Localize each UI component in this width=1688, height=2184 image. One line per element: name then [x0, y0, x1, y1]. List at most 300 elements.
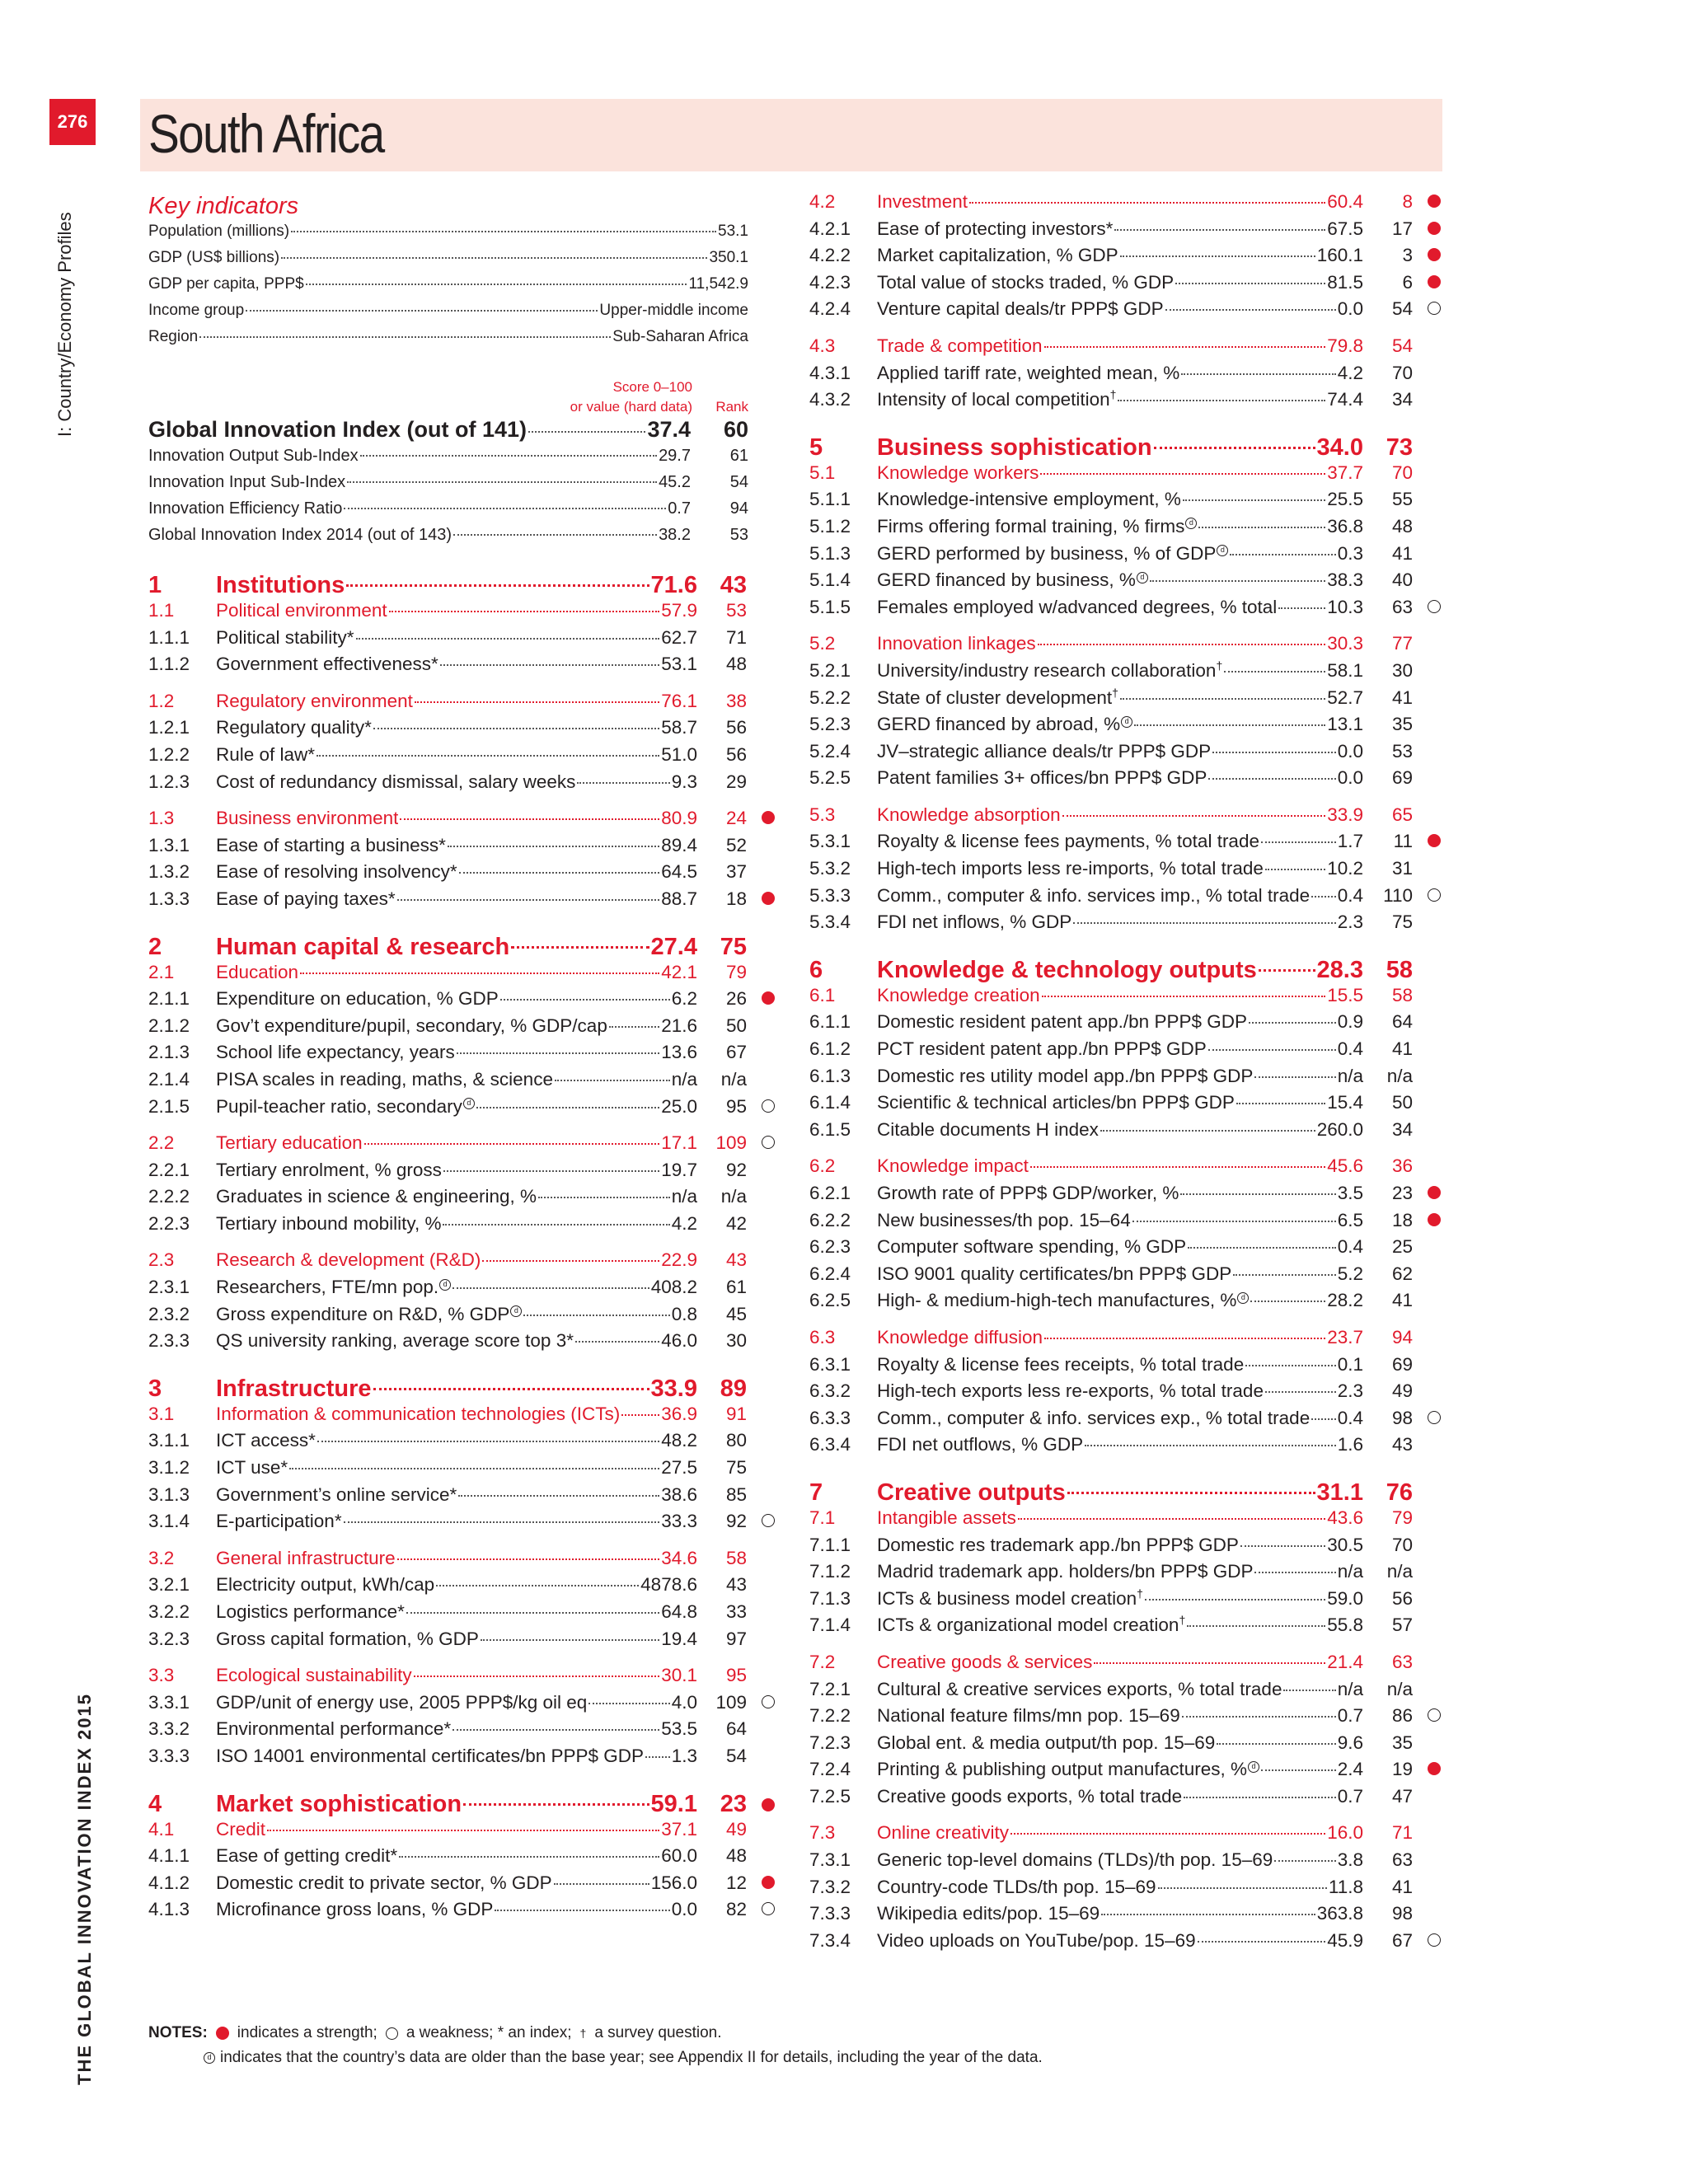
indicator-row	[809, 1930, 1441, 1957]
strength-dot-icon	[1428, 275, 1441, 288]
indicator-score: 59.1	[650, 1790, 697, 1817]
indicator-rank: 92	[725, 1511, 747, 1532]
indicator-label: Microfinance gross loans, % GDP	[216, 1899, 494, 1920]
indicator-row	[809, 741, 1441, 768]
gii-sub-label: Innovation Efficiency Ratio	[148, 499, 343, 518]
indicator-label: Intensity of local competition†	[877, 389, 1117, 410]
indicator-label: Comm., computer & info. services imp., % total trade	[877, 884, 1311, 906]
weakness-ring-icon	[1428, 1411, 1441, 1424]
indicator-code: 4.2	[809, 191, 836, 212]
subpillar-row	[809, 1822, 1441, 1849]
indicator-code: 3.1.4	[148, 1511, 190, 1532]
key-indicator-label: GDP per capita, PPP$	[148, 275, 304, 293]
indicator-score: 88.7	[661, 888, 697, 909]
weakness-ring-icon	[386, 2027, 398, 2040]
indicator-rank: 37	[725, 861, 747, 883]
indicator-row	[809, 1380, 1441, 1408]
indicator-code: 5.1.2	[809, 515, 851, 537]
indicator-score: 30.5	[1327, 1534, 1363, 1555]
indicator-row	[809, 885, 1441, 912]
indicator-score: 5.2	[1337, 1263, 1363, 1284]
indicator-label: Patent families 3+ offices/bn PPP$ GDP	[877, 767, 1207, 789]
weakness-ring-icon	[762, 1902, 775, 1915]
indicator-label: Creative outputs	[877, 1479, 1066, 1506]
indicator-code: 4.2.3	[809, 271, 851, 293]
strength-dot-icon	[216, 2027, 229, 2040]
weakness-ring-icon	[1428, 1933, 1441, 1947]
indicator-rank: 57	[1391, 1615, 1413, 1636]
indicator-score: 27.5	[661, 1457, 697, 1479]
indicator-score: 36.8	[1327, 515, 1363, 537]
indicator-row	[809, 1561, 1441, 1588]
indicator-label: Electricity output, kWh/cap	[216, 1574, 435, 1596]
indicator-code: 5.3.2	[809, 858, 851, 879]
subpillar-row	[148, 962, 775, 989]
indicator-score: 22.9	[661, 1249, 697, 1271]
indicator-row	[809, 1236, 1441, 1263]
dagger-icon: †	[1109, 389, 1117, 401]
key-indicator-value: 350.1	[709, 249, 748, 266]
indicator-code: 7.1.1	[809, 1534, 851, 1555]
indicator-label: Political stability*	[216, 626, 354, 648]
indicator-code: 5.1	[809, 462, 836, 483]
indicator-row	[809, 1588, 1441, 1615]
indicator-rank: 75	[725, 1457, 747, 1479]
indicator-code: 4.2.4	[809, 298, 851, 320]
older-data-icon: d	[463, 1098, 475, 1109]
indicator-code: 7.3	[809, 1822, 836, 1844]
indicator-score: 21.6	[661, 1015, 697, 1036]
indicator-label: High-tech exports less re-exports, % total trade	[877, 1380, 1264, 1402]
older-data-icon: d	[1185, 518, 1197, 529]
indicator-code: 6.2.3	[809, 1236, 851, 1258]
indicator-label: High-tech imports less re-imports, % total trade	[877, 858, 1264, 879]
older-data-icon: d	[1137, 572, 1148, 583]
indicator-rank: 48	[1391, 515, 1413, 537]
indicator-rank: 24	[725, 808, 747, 829]
indicator-row	[148, 1430, 775, 1457]
indicator-row	[148, 1872, 775, 1900]
indicator-row	[809, 1011, 1441, 1038]
indicator-label: Researchers, FTE/mn pop. d	[216, 1277, 451, 1298]
indicator-code: 5.2.4	[809, 740, 851, 762]
older-data-icon: d	[510, 1305, 522, 1317]
indicator-label: ICTs & business model creation†	[877, 1587, 1143, 1609]
indicator-score: 13.6	[661, 1042, 697, 1063]
subpillar-row	[809, 804, 1441, 832]
indicator-row	[809, 569, 1441, 597]
indicator-score: 156.0	[650, 1872, 697, 1893]
indicator-score: 9.3	[671, 771, 697, 792]
indicator-code: 4.1.3	[148, 1899, 190, 1920]
indicator-row	[809, 912, 1441, 939]
gii-sub-rank: 61	[729, 447, 748, 465]
indicator-code: 2.1.5	[148, 1095, 190, 1117]
indicator-score: 4.2	[671, 1212, 697, 1234]
score-header: Score 0–100 or value (hard data)	[570, 379, 692, 415]
indicator-rank: 69	[1391, 767, 1413, 789]
subpillar-row	[809, 1507, 1441, 1535]
page-number: 276	[49, 99, 96, 145]
indicator-label: Gross expenditure on R&D, % GDP d	[216, 1304, 522, 1325]
subpillar-row	[809, 1652, 1441, 1679]
indicator-label: State of cluster development†	[877, 687, 1118, 708]
indicator-score: 38.6	[661, 1483, 697, 1505]
indicator-score: 0.1	[1337, 1353, 1363, 1375]
indicator-code: 5	[809, 434, 823, 461]
indicator-label: PCT resident patent app./bn PPP$ GDP	[877, 1038, 1207, 1060]
indicator-row	[809, 1759, 1441, 1786]
indicator-code: 3	[148, 1375, 162, 1402]
indicator-row	[809, 1732, 1441, 1760]
indicator-score: 25.0	[661, 1095, 697, 1117]
indicator-rank: 67	[725, 1042, 747, 1063]
subpillar-row	[148, 600, 775, 627]
weakness-ring-icon	[1428, 1708, 1441, 1722]
indicator-rank: 41	[1391, 1876, 1413, 1897]
indicator-label: Gov’t expenditure/pupil, secondary, % GDP/cap	[216, 1015, 607, 1036]
indicator-rank: 62	[1391, 1263, 1413, 1284]
key-indicator-row	[148, 275, 748, 300]
indicator-score: 45.9	[1327, 1929, 1363, 1951]
subpillar-row	[809, 335, 1441, 363]
indicator-row	[148, 1042, 775, 1069]
indicator-rank: 53	[1391, 740, 1413, 762]
indicator-row	[148, 1330, 775, 1357]
indicator-row	[809, 218, 1441, 246]
indicator-code: 7.1.3	[809, 1587, 851, 1609]
strength-dot-icon	[762, 991, 775, 1005]
indicator-score: 33.9	[650, 1375, 697, 1402]
gii-sub-score: 29.7	[659, 447, 691, 465]
indicator-rank: 48	[725, 654, 747, 675]
indicator-rank: 30	[1391, 659, 1413, 681]
subpillar-row	[148, 691, 775, 718]
indicator-code: 7.2.2	[809, 1705, 851, 1727]
indicator-label: Ease of getting credit*	[216, 1845, 398, 1867]
indicator-code: 6.3.2	[809, 1380, 851, 1402]
indicator-rank: 76	[1386, 1479, 1413, 1506]
indicator-code: 6.3	[809, 1326, 836, 1347]
indicator-code: 5.3.3	[809, 884, 851, 906]
indicator-row	[809, 767, 1441, 794]
indicator-label: Global ent. & media output/th pop. 15–69	[877, 1732, 1216, 1753]
indicator-label: Knowledge workers	[877, 462, 1039, 483]
indicator-rank: 6	[1402, 271, 1413, 293]
gii-sub-label: Global Innovation Index 2014 (out of 143)	[148, 526, 452, 544]
indicator-code: 6.2.5	[809, 1290, 851, 1311]
indicator-label: JV–strategic alliance deals/tr PPP$ GDP	[877, 740, 1212, 762]
gii-main-score: 37.4	[647, 417, 691, 442]
indicator-rank: n/a	[720, 1186, 747, 1207]
indicator-code: 2.2.3	[148, 1212, 190, 1234]
indicator-label: Cost of redundancy dismissal, salary weeks	[216, 771, 576, 792]
indicator-score: 64.8	[661, 1601, 697, 1622]
indicator-row	[809, 1615, 1441, 1642]
indicator-code: 2.1.1	[148, 988, 190, 1010]
older-data-icon: d	[1237, 1292, 1249, 1304]
indicator-label: Trade & competition	[877, 335, 1043, 356]
indicator-rank: 67	[1391, 1929, 1413, 1951]
indicator-rank: 54	[725, 1745, 747, 1766]
indicator-rank: 23	[1391, 1183, 1413, 1203]
indicator-row	[148, 1096, 775, 1123]
weakness-ring-icon	[762, 1695, 775, 1708]
indicator-score: 30.3	[1327, 633, 1363, 654]
indicator-label: Growth rate of PPP$ GDP/worker, %	[877, 1183, 1179, 1203]
indicator-score: 53.1	[661, 654, 697, 675]
indicator-score: 31.1	[1316, 1479, 1363, 1506]
indicator-code: 4.2.1	[809, 218, 851, 239]
indicator-rank: 79	[1391, 1507, 1413, 1528]
indicator-rank: 12	[725, 1872, 747, 1893]
indicator-row	[148, 1746, 775, 1773]
pillar-row	[148, 572, 775, 600]
indicator-score: 48.2	[661, 1430, 697, 1451]
indicator-score: 1.3	[671, 1745, 697, 1766]
indicator-label: Infrastructure	[216, 1375, 372, 1402]
subpillar-row	[148, 1548, 775, 1575]
strength-dot-icon	[762, 1876, 775, 1889]
indicator-score: 2.4	[1337, 1759, 1363, 1780]
indicator-row	[148, 1213, 775, 1240]
indicator-row	[148, 1629, 775, 1656]
indicator-label: Cultural & creative services exports, % total trade	[877, 1678, 1282, 1699]
indicator-score: 81.5	[1327, 271, 1363, 293]
strength-dot-icon	[762, 892, 775, 905]
indicator-score: 4.2	[1337, 362, 1363, 383]
indicator-score: 2.3	[1337, 1380, 1363, 1402]
indicator-row	[809, 1290, 1441, 1317]
indicator-row	[809, 1354, 1441, 1381]
indicator-label: Firms offering formal training, % firms d	[877, 516, 1197, 537]
indicator-code: 7.1	[809, 1507, 836, 1528]
strength-dot-icon	[1428, 834, 1441, 847]
indicator-rank: 82	[725, 1899, 747, 1920]
title-banner	[140, 99, 1442, 171]
indicator-score: n/a	[1337, 1678, 1363, 1699]
indicator-label: Domestic credit to private sector, % GDP	[216, 1872, 552, 1893]
strength-dot-icon	[1428, 222, 1441, 235]
key-indicator-label: GDP (US$ billions)	[148, 249, 280, 266]
indicator-label: Generic top-level domains (TLDs)/th pop. 15–69	[877, 1849, 1273, 1871]
indicator-rank: 43	[1391, 1434, 1413, 1455]
indicator-row	[809, 1066, 1441, 1093]
indicator-row	[148, 1277, 775, 1304]
indicator-score: 0.8	[671, 1303, 697, 1324]
indicator-label: Domestic resident patent app./bn PPP$ GDP	[877, 1011, 1247, 1033]
indicator-score: 15.5	[1327, 984, 1363, 1005]
indicator-rank: 56	[725, 717, 747, 738]
indicator-code: 2.1.2	[148, 1015, 190, 1036]
indicator-label: Knowledge diffusion	[877, 1326, 1043, 1347]
indicator-label: Tertiary enrolment, % gross	[216, 1159, 442, 1180]
indicator-label: Investment	[877, 191, 968, 212]
indicator-score: 62.7	[661, 626, 697, 648]
key-indicator-label: Income group	[148, 302, 245, 319]
indicator-score: 43.6	[1327, 1507, 1363, 1528]
key-indicator-label: Region	[148, 328, 199, 345]
indicator-row	[809, 489, 1441, 516]
indicator-row	[148, 654, 775, 681]
indicator-label: PISA scales in reading, maths, & science	[216, 1068, 553, 1090]
gii-sub-row	[148, 447, 748, 466]
side-label-publication: THE GLOBAL INNOVATION INDEX 2015	[74, 1693, 95, 2085]
indicator-code: 7.2	[809, 1651, 836, 1672]
older-data-icon: d	[439, 1279, 451, 1291]
indicator-label: Scientific & technical articles/bn PPP$ GDP	[877, 1092, 1235, 1113]
indicator-code: 1.3	[148, 808, 175, 829]
indicator-score: 19.7	[661, 1159, 697, 1180]
indicator-code: 6.1.5	[809, 1118, 851, 1140]
indicator-label: GERD financed by business, % d	[877, 569, 1148, 591]
indicator-label: New businesses/th pop. 15–64	[877, 1209, 1131, 1230]
indicator-code: 6.2.1	[809, 1183, 851, 1203]
indicator-score: 58.1	[1327, 659, 1363, 681]
indicator-label: Expenditure on education, % GDP	[216, 988, 499, 1010]
subpillar-row	[148, 808, 775, 835]
indicator-label: Knowledge-intensive employment, %	[877, 489, 1181, 510]
indicator-code: 1.3.2	[148, 861, 190, 883]
indicator-row	[148, 888, 775, 916]
indicator-code: 1.2.1	[148, 717, 190, 738]
indicator-score: n/a	[671, 1068, 697, 1090]
subpillar-row	[809, 633, 1441, 660]
indicator-code: 3.3	[148, 1665, 175, 1686]
dagger-icon: †	[1216, 659, 1223, 673]
indicator-row	[809, 363, 1441, 390]
pillar-row	[809, 1479, 1441, 1507]
indicator-code: 4.2.2	[809, 245, 851, 266]
indicator-label: Citable documents H index	[877, 1118, 1099, 1140]
indicator-row	[148, 835, 775, 862]
strength-dot-icon	[1428, 1213, 1441, 1226]
key-indicator-value: Upper-middle income	[599, 302, 748, 319]
pillar-row	[148, 934, 775, 962]
indicator-label: Regulatory quality*	[216, 717, 372, 738]
indicator-score: 1.6	[1337, 1434, 1363, 1455]
notes-heading: NOTES:	[148, 2024, 208, 2041]
indicator-score: 0.4	[1337, 1038, 1363, 1060]
indicator-label: Market capitalization, % GDP	[877, 245, 1118, 266]
weakness-ring-icon	[762, 1136, 775, 1149]
indicator-rank: 3	[1402, 245, 1413, 266]
indicator-row	[148, 744, 775, 771]
pillar-row	[809, 434, 1441, 462]
indicator-label: Ease of protecting investors*	[877, 218, 1114, 239]
indicator-rank: 23	[720, 1790, 747, 1817]
indicator-score: 51.0	[661, 743, 697, 765]
indicator-code: 5.1.3	[809, 542, 851, 564]
indicator-rank: 8	[1402, 191, 1413, 212]
left-indicator-table	[148, 572, 775, 1926]
indicator-score: 19.4	[661, 1628, 697, 1649]
indicator-row	[809, 1705, 1441, 1732]
strength-dot-icon	[1428, 1186, 1441, 1199]
indicator-code: 6.1	[809, 984, 836, 1005]
indicator-rank: 41	[1391, 1038, 1413, 1060]
indicator-rank: 58	[1391, 984, 1413, 1005]
dagger-icon: †	[1179, 1615, 1186, 1627]
indicator-score: 1.7	[1337, 831, 1363, 852]
indicator-rank: 43	[725, 1574, 747, 1596]
indicator-row	[809, 1849, 1441, 1877]
gii-sub-row	[148, 526, 748, 545]
indicator-label: ICT access*	[216, 1430, 316, 1451]
indicator-code: 6.1.4	[809, 1092, 851, 1113]
gii-sub-label: Innovation Input Sub-Index	[148, 473, 346, 491]
gii-main-label: Global Innovation Index (out of 141)	[148, 417, 528, 442]
indicator-rank: 98	[1391, 1407, 1413, 1428]
indicator-label: Computer software spending, % GDP	[877, 1236, 1187, 1258]
indicator-score: 3.5	[1337, 1183, 1363, 1203]
indicator-rank: 41	[1391, 687, 1413, 708]
indicator-row	[148, 1015, 775, 1043]
indicator-score: 55.8	[1327, 1615, 1363, 1636]
indicator-rank: 18	[725, 888, 747, 909]
indicator-code: 4.3	[809, 335, 836, 356]
indicator-code: 6.1.1	[809, 1011, 851, 1033]
indicator-rank: 33	[725, 1601, 747, 1622]
indicator-score: 38.3	[1327, 569, 1363, 591]
key-indicators-title: Key indicators	[148, 193, 299, 219]
indicator-code: 3.3.2	[148, 1718, 190, 1740]
indicator-score: 6.2	[671, 988, 697, 1010]
indicator-code: 1.1.1	[148, 626, 190, 648]
indicator-score: 46.0	[661, 1330, 697, 1352]
indicator-score: 2.3	[1337, 912, 1363, 933]
indicator-row	[148, 861, 775, 888]
gii-sub-rank: 54	[729, 473, 748, 491]
indicator-code: 2.2	[148, 1132, 175, 1154]
indicator-score: 52.7	[1327, 687, 1363, 708]
indicator-code: 7.2.1	[809, 1678, 851, 1699]
indicator-row	[809, 1119, 1441, 1146]
indicator-score: 23.7	[1327, 1326, 1363, 1347]
indicator-score: 13.1	[1327, 714, 1363, 735]
indicator-rank: 41	[1391, 542, 1413, 564]
indicator-label: Domestic res utility model app./bn PPP$ GDP	[877, 1065, 1254, 1086]
indicator-code: 1.1.2	[148, 654, 190, 675]
indicator-score: 4.0	[671, 1691, 697, 1713]
indicator-code: 2.1.4	[148, 1068, 190, 1090]
indicator-rank: 29	[725, 771, 747, 792]
indicator-score: 0.0	[1337, 767, 1363, 789]
gii-sub-score: 38.2	[659, 526, 691, 544]
indicator-code: 3.1	[148, 1403, 175, 1424]
gii-sub-rank: 53	[729, 526, 748, 544]
dagger-icon: †	[1112, 687, 1118, 699]
indicator-score: 60.0	[661, 1845, 697, 1867]
indicator-label: FDI net outflows, % GDP	[877, 1434, 1084, 1455]
indicator-rank: 17	[1391, 218, 1413, 239]
gii-sub-row	[148, 499, 748, 518]
weakness-ring-icon	[762, 1514, 775, 1527]
indicator-label: National feature films/mn pop. 15–69	[877, 1705, 1180, 1727]
key-indicator-row	[148, 302, 748, 326]
indicator-code: 1.2.2	[148, 743, 190, 765]
indicator-rank: 52	[725, 834, 747, 855]
indicator-code: 7.2.5	[809, 1785, 851, 1807]
indicator-label: Political environment	[216, 600, 387, 621]
indicator-row	[148, 1457, 775, 1484]
indicator-rank: 71	[725, 626, 747, 648]
indicator-score: 0.4	[1337, 884, 1363, 906]
indicator-code: 6	[809, 956, 823, 983]
indicator-rank: 63	[1391, 596, 1413, 617]
indicator-rank: 77	[1391, 633, 1413, 654]
indicator-code: 6.2	[809, 1155, 836, 1177]
